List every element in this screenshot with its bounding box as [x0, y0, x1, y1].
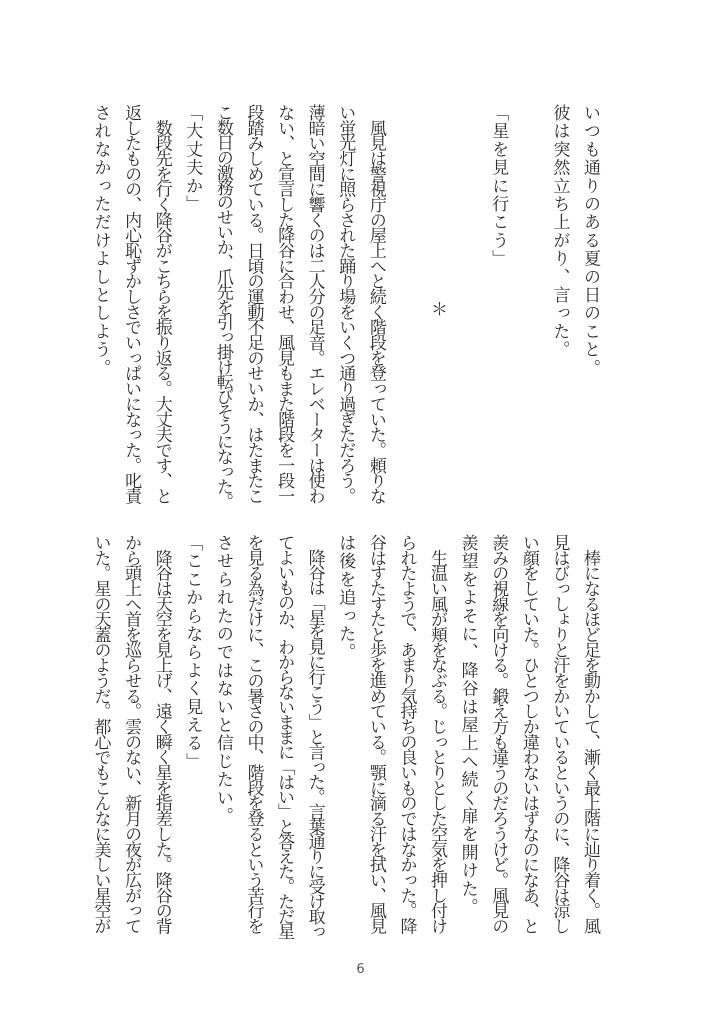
text-column	[116, 104, 147, 514]
text-column	[452, 534, 483, 944]
text-column-text: 風見は警視庁の屋上へと続く階段を登っていた。頼りな	[365, 104, 386, 503]
text-column-text: 彼は突然立ち上がり、言った。	[549, 104, 570, 359]
text-column	[207, 104, 238, 514]
text-column	[544, 534, 575, 944]
text-column-text: い蛍光灯に照らされた踊り場をいくつ通り過ぎただろう。	[335, 104, 356, 503]
text-column-text: いた。星の天蓋のようだ。都心でもこんなに美しい星空が	[90, 534, 111, 933]
text-column-text: 段踏みしめている。日頃の運動不足のせいか、はたまたこ	[243, 104, 264, 503]
text-column	[330, 534, 361, 944]
text-column	[116, 534, 147, 944]
text-column-text: 羨みの視線を向ける。鍛え方も違うのだろうけど。風見の	[488, 534, 509, 933]
text-column-text: い顔をしていた。ひとつしか違わないはずなのになあ、と	[518, 534, 539, 933]
text-column	[177, 104, 208, 514]
text-column	[452, 104, 483, 514]
text-column-text: 返したものの、内心恥ずかしさでいっぱいになった。叱責	[121, 104, 142, 503]
text-column-text: 「大丈夫か」	[182, 104, 203, 214]
text-column	[483, 104, 514, 514]
text-column-text: こ数日の激務のせいか、爪先を引っ掛け転びそうになった。	[212, 104, 233, 508]
text-column-text: 谷はすたすたと歩を進めている。顎に滴る汗を拭い、風見	[365, 534, 386, 933]
text-column	[330, 104, 361, 514]
text-column	[574, 104, 605, 514]
text-column	[268, 104, 299, 514]
top-text-block	[85, 104, 605, 514]
text-column	[238, 104, 269, 514]
text-column	[238, 534, 269, 944]
text-column	[85, 534, 116, 944]
text-column-text: 降谷は「星を見に行こう」と言った。言葉通りに受け取っ	[304, 534, 325, 938]
text-column-text: 降谷は天空を見上げ、遠く瞬く星を指差した。降谷の背	[151, 534, 172, 933]
text-column-text: 棒になるほど足を動かして、漸く最上階に辿り着く。風	[580, 534, 600, 933]
text-column-text: ない、と宣言した降谷に合わせ、風見もまた階段を一段一	[274, 104, 295, 503]
page-number: 6	[356, 962, 365, 977]
text-column	[574, 534, 605, 944]
text-column	[299, 534, 330, 944]
text-column-text: を見る為だけに、この暑さの中、階段を登るという苦行を	[243, 534, 264, 933]
text-column	[146, 104, 177, 514]
text-column-text: されなかっただけよしとしよう。	[90, 104, 111, 377]
text-column-text: は後を追った。	[335, 534, 356, 662]
text-column-text: 「ここからならよく見える」	[182, 534, 203, 771]
text-column-text: から頭上へ首を巡らせる。雲のない、新月の夜が広がって	[121, 534, 142, 933]
text-column-text: いつも通りのある夏の日のこと。	[580, 104, 600, 377]
section-break-line	[421, 104, 452, 514]
text-column-text: 羨望をよそに、降谷は屋上へ続く扉を開けた。	[457, 534, 478, 917]
text-column	[85, 104, 116, 514]
text-column	[513, 104, 544, 514]
text-column	[268, 534, 299, 944]
text-column-text: させられたのではないと信じたい。	[212, 534, 233, 826]
text-column-text: 薄暗い空間に響くのは二人分の足音。エレベーターは使わ	[304, 104, 325, 503]
text-column	[146, 534, 177, 944]
text-column	[483, 534, 514, 944]
text-column-text: られたようで、あまり気持ちの良いものではなかった。降	[396, 534, 417, 933]
text-column	[207, 534, 238, 944]
text-column	[513, 534, 544, 944]
text-column-text: 生温い風が頬をなぶる。じっとりとした空気を押し付け	[427, 534, 448, 933]
text-column	[544, 104, 575, 514]
text-column-text: 「星を見に行こう」	[488, 104, 509, 268]
text-column-text: 数段先を行く降谷がこちらを振り返る。大丈夫です、と	[151, 104, 172, 503]
text-column	[391, 534, 422, 944]
text-column	[299, 104, 330, 514]
text-column	[360, 104, 391, 514]
text-column	[421, 534, 452, 944]
text-column-text: 見はびっしょりと汗をかいているというのに、降谷は涼し	[549, 534, 570, 933]
bottom-text-block	[85, 534, 605, 944]
text-column	[391, 104, 422, 514]
section-break-asterisk: ＊	[427, 299, 448, 319]
text-column-text: てよいものか、わからないままに「はい」と答えた。ただ星	[274, 534, 295, 938]
text-column	[360, 534, 391, 944]
text-column	[177, 534, 208, 944]
